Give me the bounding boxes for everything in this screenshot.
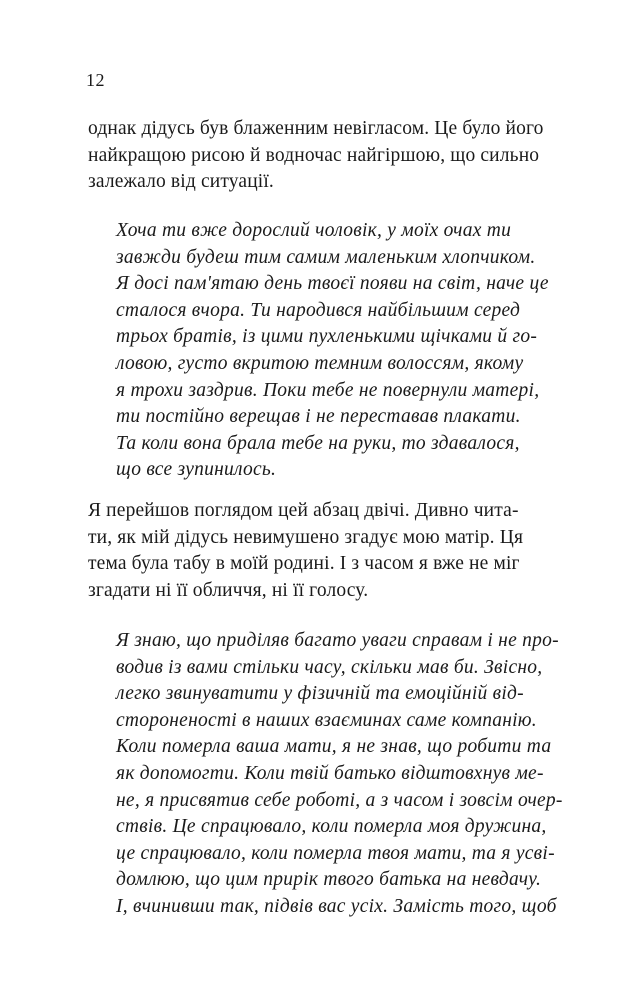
page-number: 12 [86,70,105,90]
text-line: ти, як мій дідусь невимушено згадує мою матір. Ця [88,526,524,548]
text-line: сталося вчора. Ти народився найбільшим серед [116,299,521,321]
text-line: ствів. Це спрацювало, коли померла моя дружина, [116,816,547,838]
text-line: домлюю, що цим прирік твого батька на невдачу. [116,869,542,891]
text-line: Коли померла ваша мати, я не знав, що робити та [116,736,552,758]
text-line: водив із вами стільки часу, скільки мав би. Звісно, [116,656,543,678]
text-line: Я перейшов поглядом цей абзац двічі. Дивно чита- [88,500,519,521]
text-line: як допомогти. Коли твій батько відштовхнув ме- [116,762,544,784]
text-line: згадати ні її обличчя, ні її голосу. [88,579,369,601]
text-line: це спрацювало, коли померла твоя мати, та я усві- [116,842,555,864]
text-line: легко звинуватити у фізичній та емоційній від- [116,683,524,705]
text-line: стороненості в наших взаєминах саме компанію. [116,709,537,731]
text-line: тема була табу в моїй родині. І з часом я вже не міг [88,553,520,574]
text-line: завжди будеш тим самим маленьким хлопчиком. [116,246,536,268]
text-line: ловою, густо вкритою темним волоссям, якому [116,352,524,374]
text-line: Та коли вона брала тебе на руки, то здавалося, [116,432,520,454]
text-line: я трохи заздрив. Поки тебе не повернули матері, [116,379,540,401]
text-line: що все зупинилось. [116,459,277,481]
text-line: Я знаю, що приділяв багато уваги справам і не про- [116,630,559,651]
letter-excerpt-1 [116,218,576,484]
text-line: залежало від ситуації. [88,171,274,192]
text-line: ти постійно верещав і не переставав плакати. [116,406,521,428]
text-line: однак дідусь був блаженним невігласом. Це було його [88,118,544,139]
text-line: трьох братів, із цими пухленькими щічками й го- [116,326,538,348]
paragraph-narration-1 [88,116,568,196]
paragraph-narration-2 [88,498,568,604]
text-line: І, вчинивши так, підвів вас усіх. Замість того, щоб [116,895,557,917]
text-line: найкращою рисою й водночас найгіршою, що сильно [88,144,540,166]
text-line: Хоча ти вже дорослий чоловік, у моїх очах ти [116,220,512,241]
letter-excerpt-2 [116,628,576,921]
text-line: Я досі пам'ятаю день твоєї появи на світ, наче це [116,273,549,295]
text-line: не, я присвятив себе роботі, а з часом і зовсім очер- [116,789,563,811]
